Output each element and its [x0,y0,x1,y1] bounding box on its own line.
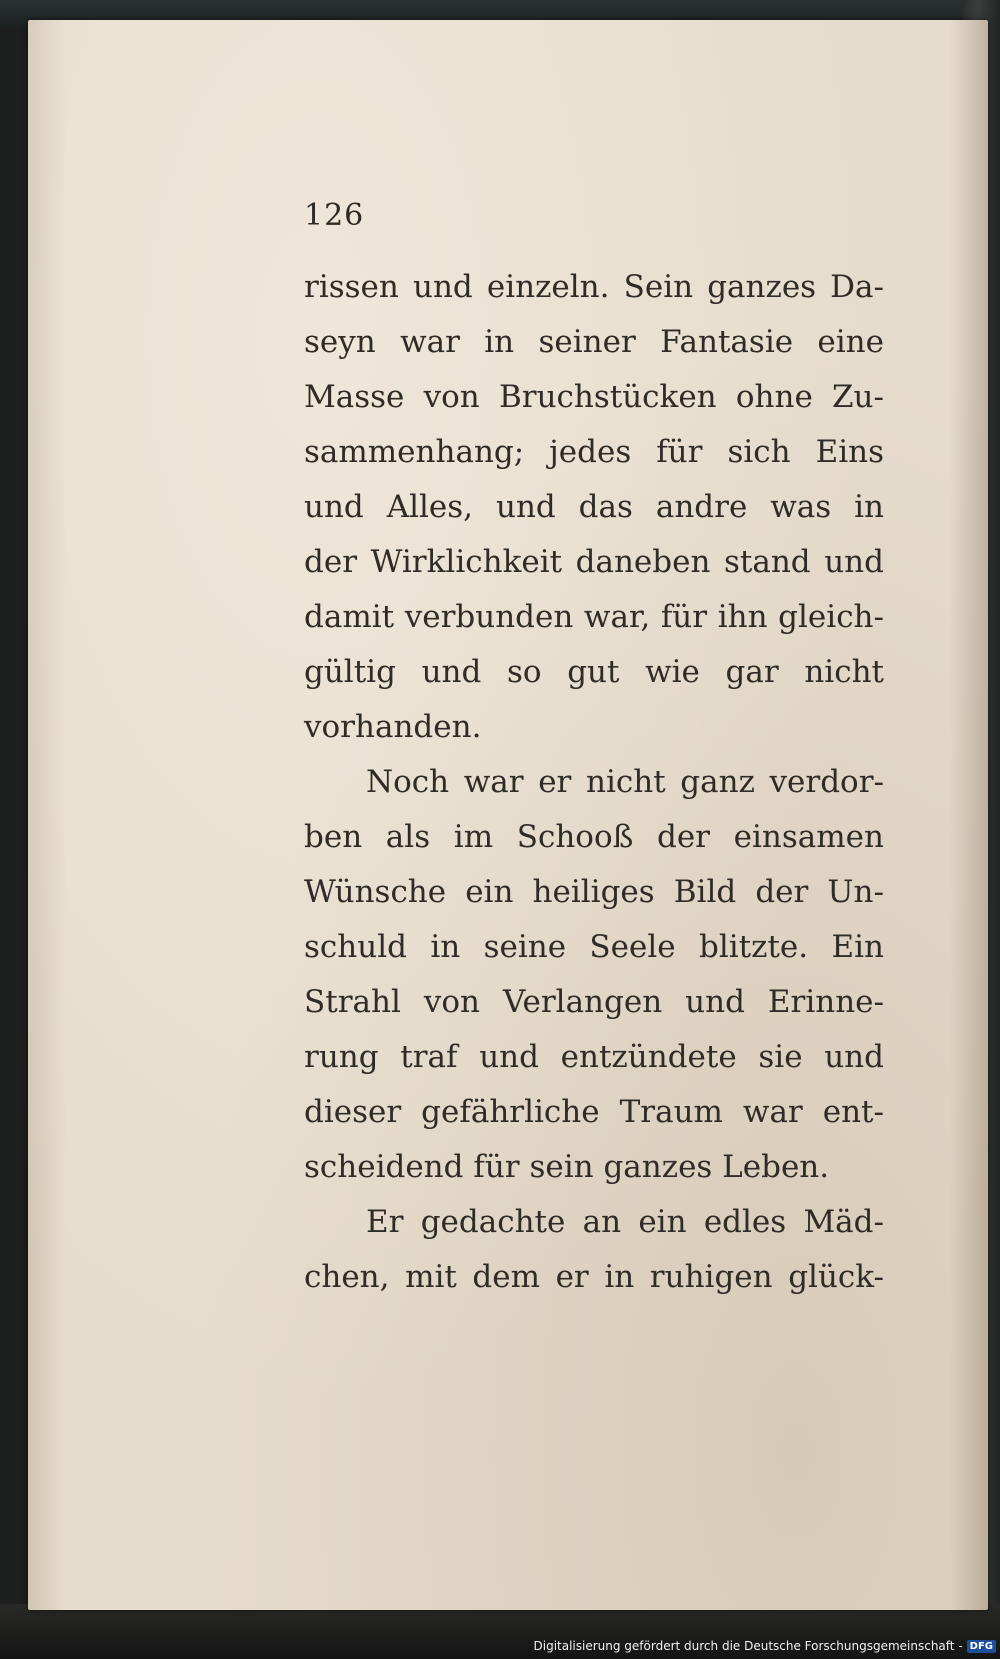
digitization-credit [534,1639,997,1653]
text-line: Er gedachte an ein edles Mäd- [366,1204,884,1240]
text-line: Masse von Bruchstücken ohne Zu- [304,379,884,415]
page-number: 126 [304,198,365,233]
text-line: scheidend für sein ganzes Leben. [304,1149,830,1185]
body-text [304,260,884,1305]
text-line: gültig und so gut wie gar nicht [304,654,884,690]
scanned-book-page [28,20,988,1610]
text-line: rissen und einzeln. Sein ganzes Da- [304,269,884,305]
text-line: Wünsche ein heiliges Bild der Un- [304,874,884,910]
text-line: der Wirklichkeit daneben stand und [304,544,884,580]
text-line: ben als im Schooß der einsamen [304,819,884,855]
text-line: und Alles, und das andre was in [304,489,884,525]
text-line: chen, mit dem er in ruhigen glück- [304,1259,884,1295]
text-line: vorhanden. [304,709,482,745]
text-line: Noch war er nicht ganz verdor- [366,764,884,800]
text-line: damit verbunden war, für ihn gleich- [304,599,884,635]
text-line: Strahl von Verlangen und Erinne- [304,984,884,1020]
dfg-logo: DFG [967,1640,996,1653]
text-line: rung traf und entzündete sie und [304,1039,884,1075]
credit-text: Digitalisierung gefördert durch die Deutsche Forschungsgemeinschaft - [533,1639,963,1653]
text-line: dieser gefährliche Traum war ent- [304,1094,884,1130]
text-line: schuld in seine Seele blitzte. Ein [304,929,884,965]
text-line: seyn war in seiner Fantasie eine [304,324,884,360]
text-line: sammenhang; jedes für sich Eins [304,434,884,470]
